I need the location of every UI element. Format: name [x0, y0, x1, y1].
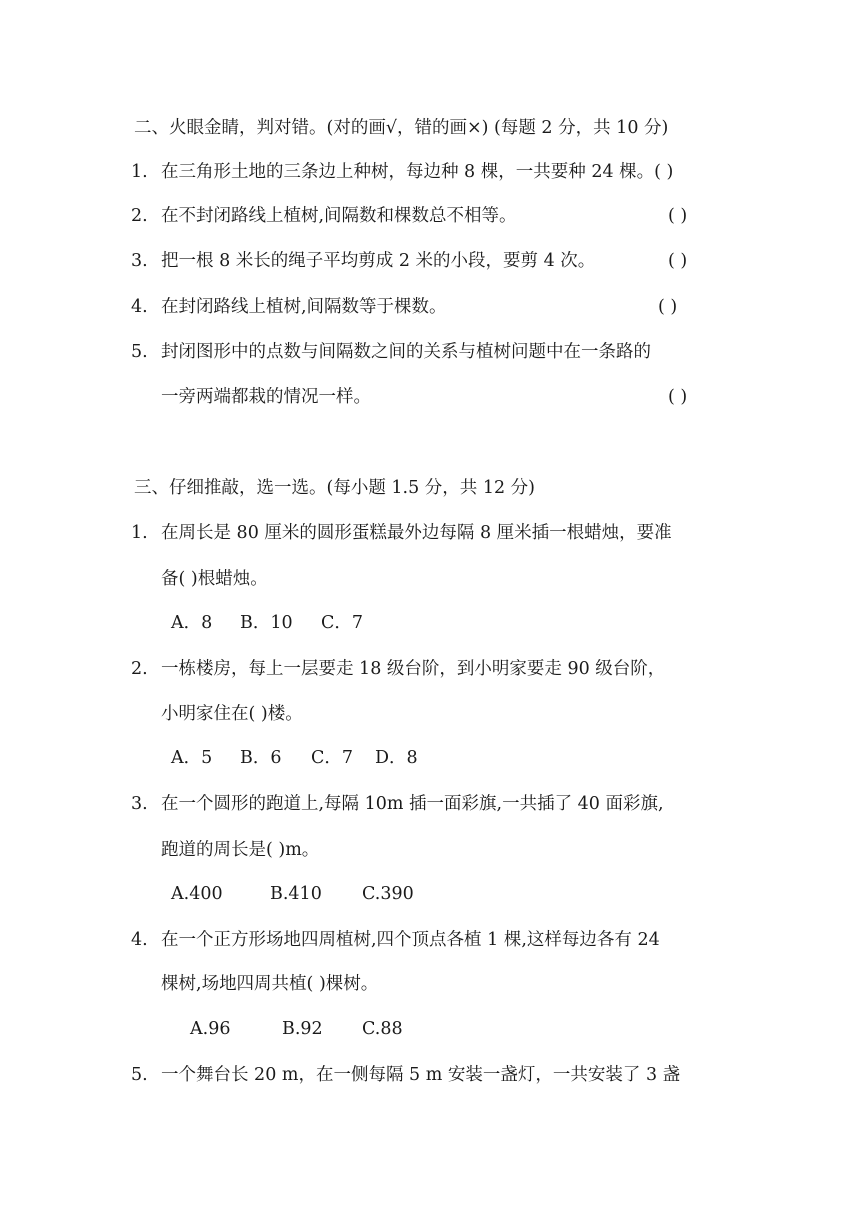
s3-q4-option-a[interactable]: A.96 — [190, 1019, 231, 1039]
s3-q2-option-d[interactable]: D．8 — [375, 748, 418, 768]
s3-q1-text-continued: 备( )根蜡烛。 — [161, 569, 268, 589]
s2-q1-number: 1. — [131, 162, 148, 182]
s3-q1-number: 1. — [131, 523, 148, 543]
s3-q2-text-continued: 小明家住在( )楼。 — [161, 704, 303, 724]
s3-q1-option-c[interactable]: C．7 — [321, 613, 364, 633]
s2-q2-number: 2. — [131, 206, 148, 226]
s2-q4-text: 在封闭路线上植树,间隔数等于棵数。 — [161, 297, 447, 317]
s3-q2-option-a[interactable]: A．5 — [171, 748, 213, 768]
s3-q3-number: 3. — [131, 794, 148, 814]
s2-q5-text-continued: 一旁两端都栽的情况一样。 — [161, 387, 371, 407]
s3-q3-text-continued: 跑道的周长是( )m。 — [161, 840, 320, 860]
s3-q1-option-a[interactable]: A．8 — [171, 613, 213, 633]
s3-q4-text: 在一个正方形场地四周植树,四个顶点各植 1 棵,这样每边各有 24 — [161, 930, 660, 950]
s3-q3-option-c[interactable]: C.390 — [362, 884, 414, 904]
s3-q3-text: 在一个圆形的跑道上,每隔 10m 插一面彩旗,一共插了 40 面彩旗, — [161, 794, 664, 814]
s3-q4-number: 4. — [131, 930, 148, 950]
s2-q3-number: 3. — [131, 251, 148, 271]
s3-q3-option-a[interactable]: A.400 — [171, 884, 223, 904]
s3-q4-option-b[interactable]: B.92 — [282, 1019, 323, 1039]
s2-q5-text: 封闭图形中的点数与间隔数之间的关系与植树问题中在一条路的 — [161, 342, 651, 362]
s2-q2-text: 在不封闭路线上植树,间隔数和棵数总不相等。 — [161, 206, 517, 226]
s2-q3-text: 把一根 8 米长的绳子平均剪成 2 米的小段，要剪 4 次。 — [161, 251, 596, 271]
s3-q4-option-c[interactable]: C.88 — [362, 1019, 403, 1039]
section-3-title: 三、仔细推敲，选一选。(每小题 1.5 分，共 12 分) — [134, 478, 536, 498]
s2-q5-number: 5. — [131, 342, 148, 362]
s2-q5-answer-blank[interactable]: ( ) — [668, 387, 688, 407]
s3-q2-number: 2. — [131, 659, 148, 679]
section-2-title: 二、火眼金睛，判对错。(对的画√，错的画×) (每题 2 分，共 10 分) — [134, 118, 669, 138]
s2-q2-answer-blank[interactable]: ( ) — [668, 206, 688, 226]
s3-q2-option-c[interactable]: C．7 — [311, 748, 354, 768]
s2-q4-answer-blank[interactable]: ( ) — [658, 297, 678, 317]
s3-q3-option-b[interactable]: B.410 — [270, 884, 322, 904]
s2-q3-answer-blank[interactable]: ( ) — [668, 251, 688, 271]
s3-q1-text: 在周长是 80 厘米的圆形蛋糕最外边每隔 8 厘米插一根蜡烛，要准 — [161, 523, 672, 543]
s2-q1-text: 在三角形土地的三条边上种树，每边种 8 棵，一共要种 24 棵。( ) — [161, 162, 674, 182]
s3-q1-option-b[interactable]: B．10 — [240, 613, 293, 633]
s3-q2-option-b[interactable]: B．6 — [240, 748, 282, 768]
s3-q4-text-continued: 棵树,场地四周共植( )棵树。 — [161, 974, 379, 994]
s3-q5-text: 一个舞台长 20 m，在一侧每隔 5 m 安装一盏灯，一共安装了 3 盏 — [161, 1065, 681, 1085]
s2-q4-number: 4. — [131, 297, 148, 317]
s3-q2-text: 一栋楼房，每上一层要走 18 级台阶，到小明家要走 90 级台阶， — [161, 659, 666, 679]
s3-q5-number: 5. — [131, 1065, 148, 1085]
